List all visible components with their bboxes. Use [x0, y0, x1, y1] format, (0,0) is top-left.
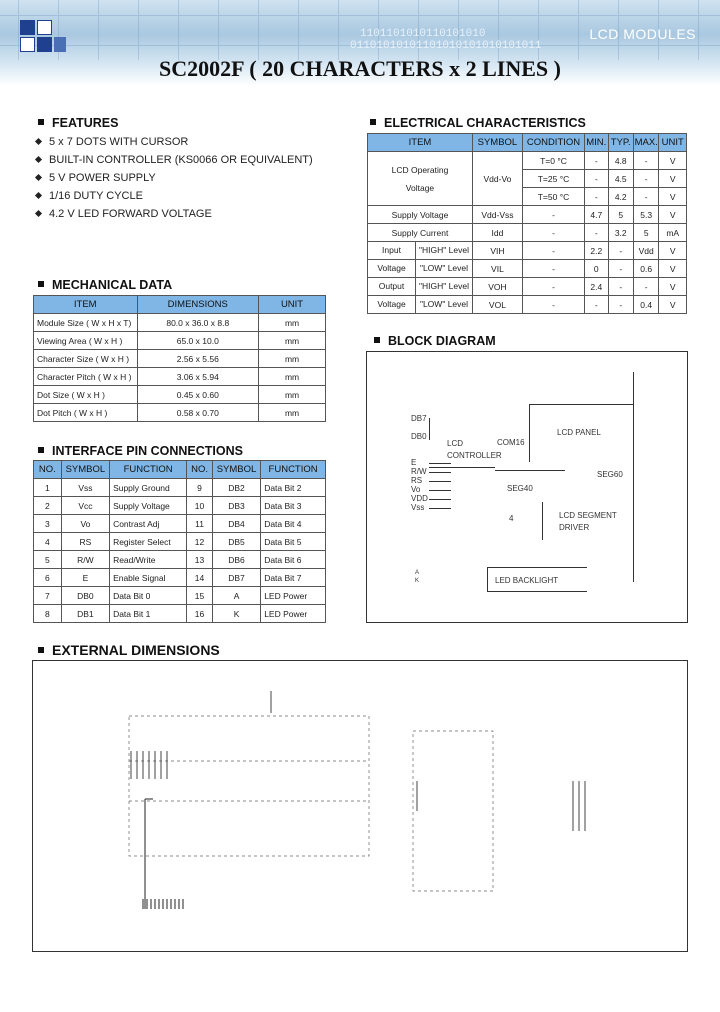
interface-cell: 5: [34, 551, 62, 569]
interface-cell: Data Bit 0: [110, 587, 187, 605]
interface-cell: E: [61, 569, 109, 587]
table-row: [34, 515, 326, 533]
elec-cell: V: [659, 296, 687, 314]
table-row: [34, 332, 326, 350]
signal-label: Vo: [411, 485, 421, 494]
connector-marks: [143, 799, 183, 909]
mech-cell: Dot Size ( W x H ): [34, 386, 138, 404]
elec-cell: VOL: [472, 296, 522, 314]
features-heading: FEATURES: [38, 116, 118, 130]
elec-cell: -: [522, 224, 584, 242]
table-row: [34, 551, 326, 569]
signal-line: [429, 481, 451, 482]
interface-cell: DB1: [61, 605, 109, 623]
diagram-line: [487, 567, 587, 568]
interface-header: FUNCTION: [110, 461, 187, 479]
interface-cell: 16: [187, 605, 213, 623]
signal-line: [429, 508, 451, 509]
mech-cell: 2.56 x 5.56: [137, 350, 259, 368]
interface-cell: 6: [34, 569, 62, 587]
bullet-icon: [35, 210, 42, 217]
bullet-icon: [35, 174, 42, 181]
interface-cell: Data Bit 1: [110, 605, 187, 623]
table-row: [34, 569, 326, 587]
lcd-controller-label: LCD CONTROLLER: [447, 439, 502, 460]
elec-cell: V: [659, 260, 687, 278]
elec-cell: 5.3: [633, 206, 658, 224]
table-row: [34, 497, 326, 515]
company-logo: [20, 20, 68, 54]
brand-label: LCD MODULES: [589, 26, 696, 42]
mech-cell: 0.58 x 0.70: [137, 404, 259, 422]
lcd-segment-driver-label: LCD SEGMENT DRIVER: [559, 511, 617, 532]
interface-cell: Data Bit 4: [261, 515, 326, 533]
interface-header: SYMBOL: [61, 461, 109, 479]
signal-line: [429, 463, 451, 464]
elec-cell: Vdd-Vss: [472, 206, 522, 224]
lcd-panel-label: LCD PANEL: [557, 428, 601, 437]
interface-cell: A: [212, 587, 260, 605]
elec-cell: -: [633, 188, 658, 206]
elec-cell: -: [585, 152, 608, 170]
elec-cell: 5: [608, 206, 633, 224]
mech-cell: 0.45 x 0.60: [137, 386, 259, 404]
elec-cell: T=50 °C: [522, 188, 584, 206]
interface-cell: 12: [187, 533, 213, 551]
interface-cell: R/W: [61, 551, 109, 569]
feature-item: BUILT-IN CONTROLLER (KS0066 OR EQUIVALENT): [36, 154, 313, 166]
four-label: 4: [509, 514, 514, 523]
elec-cell: -: [608, 242, 633, 260]
interface-header: NO.: [187, 461, 213, 479]
mech-cell: 80.0 x 36.0 x 8.8: [137, 314, 259, 332]
elec-cell: 2.2: [585, 242, 608, 260]
elec-cell: Output "HIGH" Level: [368, 278, 473, 296]
elec-cell: -: [522, 242, 584, 260]
diagram-line: [429, 418, 430, 440]
mech-header: DIMENSIONS: [137, 296, 259, 314]
elec-cell: Vdd: [633, 242, 658, 260]
diagram-line: [429, 467, 495, 468]
dimension-drawing: [33, 661, 687, 951]
elec-cell: -: [608, 260, 633, 278]
faint-outlines: [129, 716, 493, 891]
elec-cell: V: [659, 278, 687, 296]
elec-cell: Voltage "LOW" Level: [368, 260, 473, 278]
mech-cell: Viewing Area ( W x H ): [34, 332, 138, 350]
table-row: [34, 368, 326, 386]
elec-cell: -: [522, 206, 584, 224]
interface-cell: Supply Ground: [110, 479, 187, 497]
external-dimensions-heading: EXTERNAL DIMENSIONS: [38, 642, 220, 658]
mech-header: ITEM: [34, 296, 138, 314]
elec-cell: 0: [585, 260, 608, 278]
elec-cell: 2.4: [585, 278, 608, 296]
binary-decoration: 01101010101101010101010101011: [350, 40, 542, 52]
electrical-heading: ELECTRICAL CHARACTERISTICS: [370, 116, 586, 130]
interface-cell: Read/Write: [110, 551, 187, 569]
feature-item: 5 V POWER SUPPLY: [36, 172, 156, 184]
elec-header: CONDITION: [522, 134, 584, 152]
interface-cell: DB7: [212, 569, 260, 587]
feature-item: 4.2 V LED FORWARD VOLTAGE: [36, 208, 212, 220]
elec-cell: Idd: [472, 224, 522, 242]
mech-cell: mm: [259, 314, 326, 332]
interface-cell: Data Bit 6: [261, 551, 326, 569]
diagram-line: [487, 567, 488, 591]
mech-cell: Character Size ( W x H ): [34, 350, 138, 368]
feature-item: 1/16 DUTY CYCLE: [36, 190, 143, 202]
interface-cell: 3: [34, 515, 62, 533]
interface-cell: DB2: [212, 479, 260, 497]
feature-item: 5 x 7 DOTS WITH CURSOR: [36, 136, 188, 148]
elec-cell: -: [522, 278, 584, 296]
elec-cell: -: [585, 170, 608, 188]
bullet-icon: [35, 138, 42, 145]
interface-cell: 2: [34, 497, 62, 515]
interface-header: SYMBOL: [212, 461, 260, 479]
db7-label: DB7: [411, 414, 427, 423]
interface-cell: DB6: [212, 551, 260, 569]
interface-cell: 13: [187, 551, 213, 569]
elec-cell: mA: [659, 224, 687, 242]
signal-label: R/W: [411, 467, 427, 476]
interface-cell: 1: [34, 479, 62, 497]
elec-cell: 4.5: [608, 170, 633, 188]
mech-cell: Dot Pitch ( W x H ): [34, 404, 138, 422]
elec-cell: V: [659, 170, 687, 188]
interface-cell: 9: [187, 479, 213, 497]
interface-cell: Vo: [61, 515, 109, 533]
elec-header: MAX.: [633, 134, 658, 152]
mech-cell: mm: [259, 404, 326, 422]
mech-cell: 65.0 x 10.0: [137, 332, 259, 350]
signal-label: E: [411, 458, 417, 467]
signal-line: [429, 472, 451, 473]
anode-label: A: [415, 570, 420, 576]
seg40-label: SEG40: [507, 484, 533, 493]
db0-label: DB0: [411, 432, 427, 441]
interface-cell: Enable Signal: [110, 569, 187, 587]
elec-cell: -: [585, 188, 608, 206]
signal-line: [429, 499, 451, 500]
elec-cell: VOH: [472, 278, 522, 296]
elec-cell: 4.2: [608, 188, 633, 206]
interface-table: [33, 460, 326, 623]
elec-cell: -: [633, 152, 658, 170]
table-row: [34, 587, 326, 605]
mech-cell: Module Size ( W x H x T): [34, 314, 138, 332]
bullet-icon: [35, 156, 42, 163]
table-row: [34, 605, 326, 623]
table-row: [34, 533, 326, 551]
interface-cell: 14: [187, 569, 213, 587]
signal-line: [429, 490, 451, 491]
mechanical-heading: MECHANICAL DATA: [38, 278, 172, 292]
interface-cell: RS: [61, 533, 109, 551]
table-row: [34, 386, 326, 404]
elec-cell: T=0 °C: [522, 152, 584, 170]
elec-cell: -: [585, 296, 608, 314]
interface-heading: INTERFACE PIN CONNECTIONS: [38, 444, 243, 458]
mech-cell: 3.06 x 5.94: [137, 368, 259, 386]
mech-cell: mm: [259, 368, 326, 386]
interface-cell: 15: [187, 587, 213, 605]
interface-cell: DB4: [212, 515, 260, 533]
signal-label: Vss: [411, 503, 425, 512]
elec-cell: 0.4: [633, 296, 658, 314]
elec-cell: -: [522, 296, 584, 314]
table-row: [34, 479, 326, 497]
elec-cell: VIL: [472, 260, 522, 278]
elec-cell: Supply Voltage: [368, 206, 473, 224]
diagram-line: [542, 502, 543, 540]
elec-header: MIN.: [585, 134, 608, 152]
interface-cell: Data Bit 3: [261, 497, 326, 515]
interface-cell: DB3: [212, 497, 260, 515]
signal-label: VDD: [411, 494, 428, 503]
block-diagram-heading: BLOCK DIAGRAM: [374, 334, 496, 348]
elec-cell: V: [659, 188, 687, 206]
interface-cell: LED Power: [261, 605, 326, 623]
diagram-line: [495, 470, 565, 471]
binary-decoration: 1101101010110101010: [360, 28, 486, 40]
interface-cell: 8: [34, 605, 62, 623]
mech-header: UNIT: [259, 296, 326, 314]
seg60-label: SEG60: [597, 470, 623, 479]
mech-cell: mm: [259, 350, 326, 368]
elec-cell: -: [585, 224, 608, 242]
interface-cell: LED Power: [261, 587, 326, 605]
interface-cell: 7: [34, 587, 62, 605]
interface-cell: Data Bit 5: [261, 533, 326, 551]
elec-header: UNIT: [659, 134, 687, 152]
interface-cell: DB5: [212, 533, 260, 551]
external-dimensions-drawing: [32, 660, 688, 952]
elec-cell: Supply Current: [368, 224, 473, 242]
interface-header: FUNCTION: [261, 461, 326, 479]
interface-cell: Vss: [61, 479, 109, 497]
mech-cell: mm: [259, 386, 326, 404]
elec-cell: 4.7: [585, 206, 608, 224]
elec-cell: -: [608, 296, 633, 314]
elec-cell: 5: [633, 224, 658, 242]
cathode-label: K: [415, 578, 420, 584]
elec-cell: 4.8: [608, 152, 633, 170]
elec-cell: V: [659, 206, 687, 224]
elec-cell: Input "HIGH" Level: [368, 242, 473, 260]
elec-cell: Voltage "LOW" Level: [368, 296, 473, 314]
elec-cell: T=25 °C: [522, 170, 584, 188]
elec-cell: -: [633, 170, 658, 188]
elec-header: TYP.: [608, 134, 633, 152]
interface-cell: 4: [34, 533, 62, 551]
elec-cell: VIH: [472, 242, 522, 260]
interface-header: NO.: [34, 461, 62, 479]
elec-cell: LCD Operating Voltage: [368, 152, 473, 206]
mech-cell: mm: [259, 332, 326, 350]
elec-cell: 0.6: [633, 260, 658, 278]
page-title: SC2002F ( 20 CHARACTERS x 2 LINES ): [159, 56, 561, 81]
bullet-icon: [35, 192, 42, 199]
interface-cell: K: [212, 605, 260, 623]
diagram-line: [487, 591, 587, 592]
elec-cell: -: [608, 278, 633, 296]
interface-cell: Contrast Adj: [110, 515, 187, 533]
interface-cell: Vcc: [61, 497, 109, 515]
diagram-line: [529, 404, 530, 462]
elec-cell: Vdd-Vo: [472, 152, 522, 206]
interface-cell: Data Bit 2: [261, 479, 326, 497]
interface-cell: 10: [187, 497, 213, 515]
elec-cell: 3.2: [608, 224, 633, 242]
diagram-line: [633, 372, 634, 582]
table-row: [34, 350, 326, 368]
com16-label: COM16: [497, 438, 525, 447]
elec-cell: -: [633, 278, 658, 296]
mech-cell: Character Pitch ( W x H ): [34, 368, 138, 386]
interface-cell: 11: [187, 515, 213, 533]
table-row: [34, 314, 326, 332]
interface-cell: DB0: [61, 587, 109, 605]
elec-header: ITEM: [368, 134, 473, 152]
signal-label: RS: [411, 476, 423, 485]
interface-cell: Register Select: [110, 533, 187, 551]
block-diagram: [366, 351, 688, 623]
diagram-line: [529, 404, 633, 405]
elec-cell: V: [659, 152, 687, 170]
interface-cell: Data Bit 7: [261, 569, 326, 587]
elec-cell: -: [522, 260, 584, 278]
elec-header: SYMBOL: [472, 134, 522, 152]
table-row: [34, 404, 326, 422]
mechanical-table: [33, 295, 326, 422]
backlight-label: LED BACKLIGHT: [495, 576, 559, 585]
electrical-table: [367, 133, 687, 314]
elec-cell: V: [659, 242, 687, 260]
interface-cell: Supply Voltage: [110, 497, 187, 515]
